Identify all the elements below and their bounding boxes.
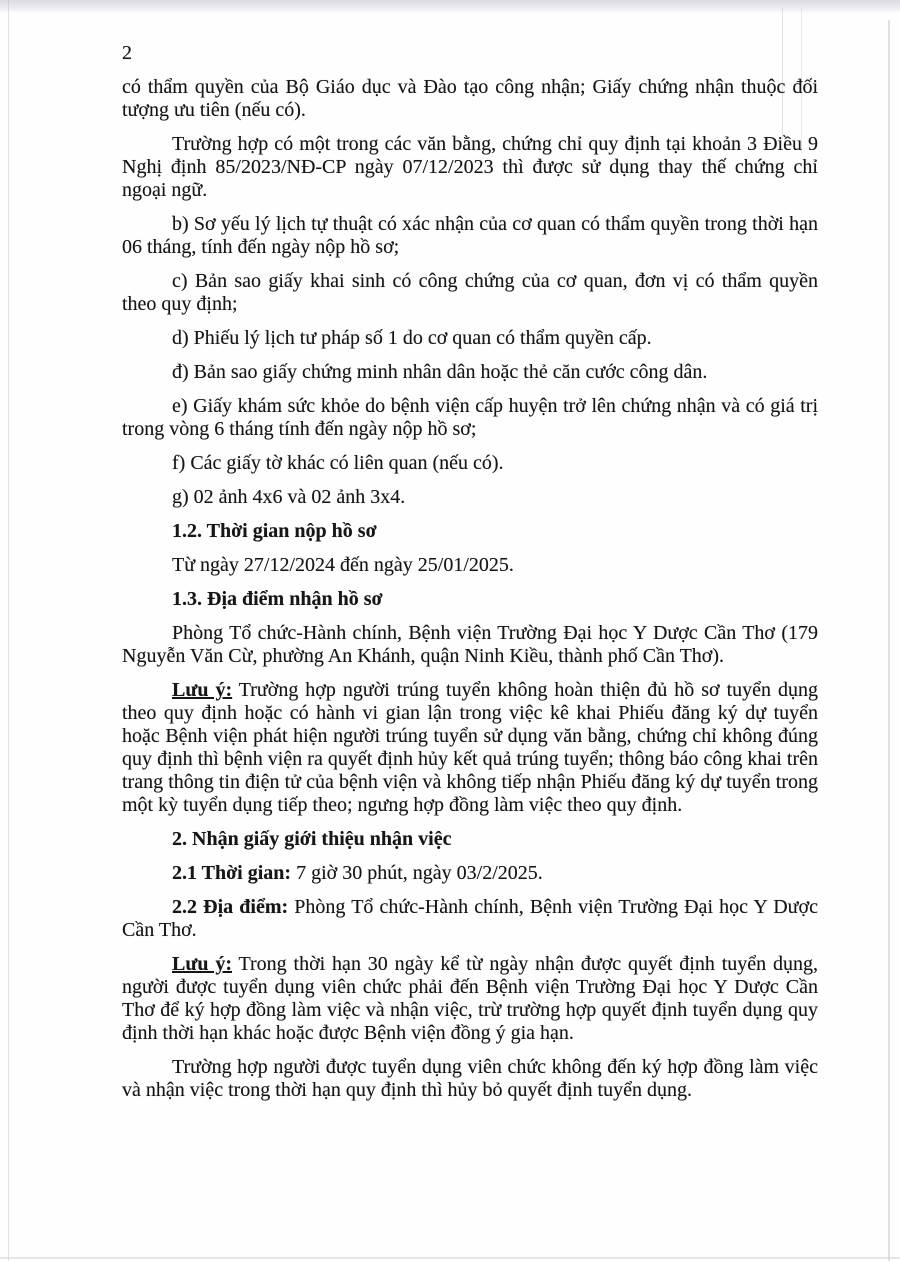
para-2-2-dia-diem-run: 2.2 Địa điểm: xyxy=(172,896,289,918)
para-thoi-gian-nop-run: Từ ngày 27/12/2024 đến ngày 25/01/2025. xyxy=(172,554,514,576)
para-2-2-dia-diem-run: Phòng Tổ chức-Hành chính, Bệnh viện Trường Đại học Y Dược Cần Thơ. xyxy=(122,896,818,941)
item-d-phieu-ly-lich-tu-phap xyxy=(122,327,818,350)
para-luu-y-1-run: Trường hợp người trúng tuyển không hoàn thiện đủ hồ sơ tuyển dụng theo quy định hoặc có hành vi gian lận trong việc kê khai Phiếu đăng ký dự tuyển hoặc Bệnh viện phát hiện người trúng tuyển sử dụng văn bằng, chứng chỉ không đúng quy định thì bệnh viện ra quyết định hủy kết quả trúng tuyển; thông báo công khai trên trang thông tin điện tử của bệnh viện và không tiếp nhận Phiếu đăng ký dự tuyển trong một kỳ tuyển dụng tiếp theo; ngưng hợp đồng làm việc theo quy định. xyxy=(122,679,818,816)
heading-1-2-thoi-gian-nop-ho-so xyxy=(122,520,818,543)
heading-2-nhan-giay-gioi-thieu-run: 2. Nhận giấy giới thiệu nhận việc xyxy=(172,828,452,850)
para-dia-diem-nhan-run: Phòng Tổ chức-Hành chính, Bệnh viện Trường Đại học Y Dược Cần Thơ (179 Nguyễn Văn Cừ, phường An Khánh, quận Ninh Kiều, thành phố Cần Thơ). xyxy=(122,622,818,667)
scanner-streak-right xyxy=(888,20,890,1261)
para-thoi-gian-nop xyxy=(122,554,818,577)
scanner-edge-artifact-bottom xyxy=(0,1257,900,1259)
para-luu-y-1-run: Lưu ý: xyxy=(172,679,233,701)
para-2-1-thoi-gian-run: 2.1 Thời gian: xyxy=(172,862,292,884)
item-d-phieu-ly-lich-tu-phap-run: d) Phiếu lý lịch tư pháp số 1 do cơ quan có thẩm quyền cấp. xyxy=(172,327,652,349)
para-continuation-run: có thẩm quyền của Bộ Giáo dục và Đào tạo công nhận; Giấy chứng nhận thuộc đối tượng ưu tiên (nếu có). xyxy=(122,76,818,121)
item-f-giay-to-khac-run: f) Các giấy tờ khác có liên quan (nếu có). xyxy=(172,452,504,474)
para-luu-y-2-run: Trong thời hạn 30 ngày kể từ ngày nhận được quyết định tuyển dụng, người được tuyển dụng viên chức phải đến Bệnh viện Trường Đại học Y Dược Cần Thơ để ký hợp đồng làm việc và nhận việc, trừ trường hợp quyết định tuyển dụng quy định thời hạn khác hoặc được Bệnh viện đồng ý gia hạn. xyxy=(122,953,819,1044)
para-certificate-replacement xyxy=(122,133,818,202)
para-2-1-thoi-gian-run: 7 giờ 30 phút, ngày 03/2/2025. xyxy=(291,862,543,884)
item-dd-chung-minh-nhan-dan xyxy=(122,361,818,384)
heading-1-3-dia-diem-nhan-ho-so xyxy=(122,588,818,611)
para-dia-diem-nhan xyxy=(122,622,818,668)
heading-1-3-dia-diem-nhan-ho-so-run: 1.3. Địa điểm nhận hồ sơ xyxy=(172,588,383,610)
item-b-so-yeu-ly-lich xyxy=(122,213,818,259)
paragraph-list xyxy=(122,76,818,1102)
scanner-edge-artifact-top xyxy=(0,0,900,13)
para-2-1-thoi-gian xyxy=(122,862,818,885)
item-g-anh-run: g) 02 ảnh 4x6 và 02 ảnh 3x4. xyxy=(172,486,406,508)
para-continuation xyxy=(122,76,818,122)
item-dd-chung-minh-nhan-dan-run: đ) Bản sao giấy chứng minh nhân dân hoặc thẻ căn cước công dân. xyxy=(172,361,708,383)
para-huy-bo-quyet-dinh-run: Trường hợp người được tuyển dụng viên chức không đến ký hợp đồng làm việc và nhận việc trong thời hạn quy định thì hủy bỏ quyết định tuyển dụng. xyxy=(122,1056,818,1101)
para-2-2-dia-diem xyxy=(122,896,818,942)
heading-1-2-thoi-gian-nop-ho-so-run: 1.2. Thời gian nộp hồ sơ xyxy=(172,520,377,542)
para-luu-y-2-run: Lưu ý: xyxy=(172,953,232,975)
heading-2-nhan-giay-gioi-thieu xyxy=(122,828,818,851)
item-e-giay-kham-suc-khoe xyxy=(122,395,818,441)
para-huy-bo-quyet-dinh xyxy=(122,1056,818,1102)
para-luu-y-1 xyxy=(122,679,818,817)
item-g-anh xyxy=(122,486,818,509)
item-e-giay-kham-suc-khoe-run: e) Giấy khám sức khỏe do bệnh viện cấp huyện trở lên chứng nhận và có giá trị trong vòng 6 tháng tính đến ngày nộp hồ sơ; xyxy=(122,395,818,440)
scanner-streak-left xyxy=(8,0,9,1261)
item-c-giay-khai-sinh xyxy=(122,270,818,316)
page-number: 2 xyxy=(122,42,132,64)
para-certificate-replacement-run: Trường hợp có một trong các văn bằng, chứng chỉ quy định tại khoản 3 Điều 9 Nghị định 85/2023/NĐ-CP ngày 07/12/2023 thì được sử dụng thay thế chứng chỉ ngoại ngữ. xyxy=(122,133,818,201)
item-b-so-yeu-ly-lich-run: b) Sơ yếu lý lịch tự thuật có xác nhận của cơ quan có thẩm quyền trong thời hạn 06 tháng, tính đến ngày nộp hồ sơ; xyxy=(122,213,818,258)
document-body xyxy=(122,42,818,1113)
item-f-giay-to-khac xyxy=(122,452,818,475)
para-luu-y-2 xyxy=(122,953,818,1045)
item-c-giay-khai-sinh-run: c) Bản sao giấy khai sinh có công chứng của cơ quan, đơn vị có thẩm quyền theo quy định; xyxy=(122,270,818,315)
